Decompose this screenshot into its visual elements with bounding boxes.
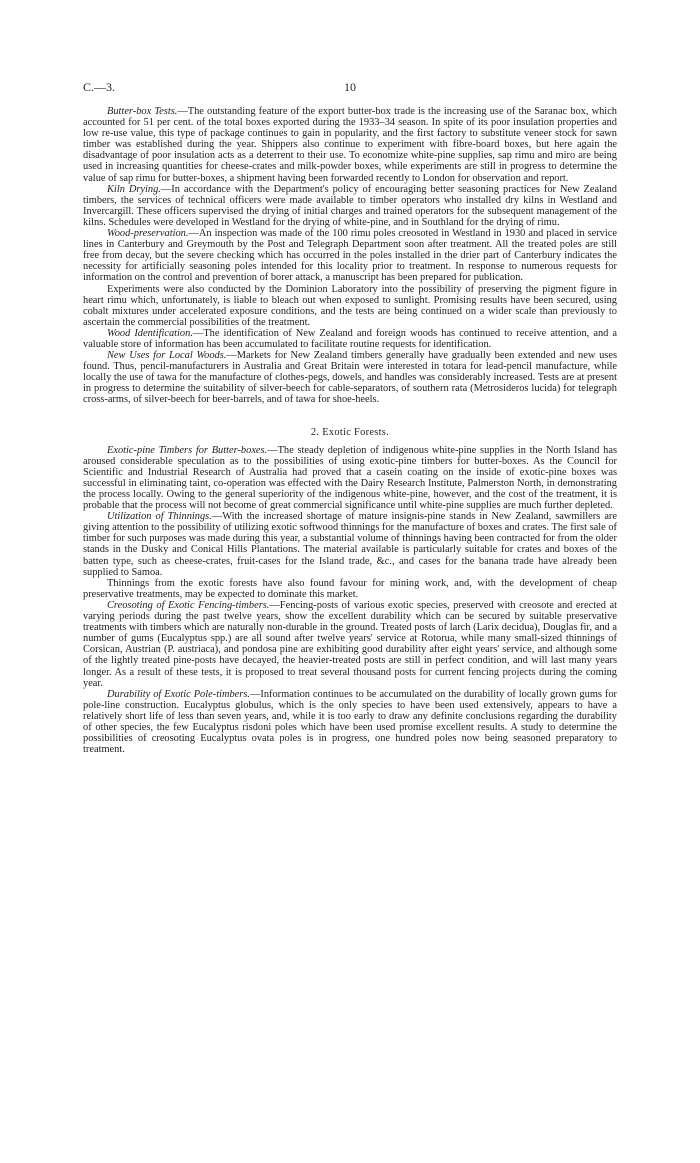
paragraph	[83, 106, 617, 184]
page-header	[83, 80, 617, 96]
paragraph	[83, 600, 617, 689]
paragraph	[83, 445, 617, 512]
paragraph-heading: Durability of Exotic Pole-timbers.	[107, 688, 250, 700]
paragraph-text: —In accordance with the Department's policy of encouraging better seasoning practices for New Zealand timbers, the services of technical officers were made available to timber operators who installed dry kilns in Westland and Invercargill. These officers supervised the drying of initial charges and trained operators for the subsequent management of the kilns. Schedules were developed in Westland for the drying of white-pine, and in Southland for the drying of rimu.	[83, 183, 617, 228]
paragraph	[83, 350, 617, 405]
paragraph-text: —Markets for New Zealand timbers generally have gradually been extended and new uses found. Thus, pencil-manufacturers in Australia and Great Britain were interested in totara for lead-pencil manufacture, while locally the use of tawa for the manufacture of clothes-pegs, dowels, and handles was considerably increased. Tests are at present in progress to determine the suitability of silver-beech for cable-separators, of southern rata (Metrosideros lucida) for telegraph cross-arms, of silver-beech for beer-barrels, and of tawa for shoe-heels.	[83, 350, 617, 406]
paragraph-heading: Utilization of Thinnings.	[107, 511, 212, 523]
page-number: 10	[344, 80, 356, 94]
paragraph-text: Experiments were also conducted by the Dominion Laboratory into the possibility of preserving the pigment figure in heart rimu which, unfortunately, is liable to bleach out when exposed to sunlight. Promising results have been secured, using cobalt mixtures under accelerated exposure conditions, and the tests are being continued on a wider scale than previously to ascertain the commercial possibilities of the treatment.	[83, 283, 617, 328]
document-reference: C.—3.	[83, 80, 116, 94]
section-title: 2. Exotic Forests.	[310, 426, 390, 438]
paragraph-heading: Creosoting of Exotic Fencing-timbers.	[107, 599, 270, 611]
paragraph-heading: New Uses for Local Woods.	[107, 350, 227, 362]
paragraph-text: —With the increased shortage of mature insignis-pine stands in New Zealand, sawmillers are giving attention to the possibility of utilizing exotic softwood thinnings for the manufacture of boxes and crates. The first sale of timber for such purposes was made during this year, a substantial volume of thinnings having been contracted for from the older stands in the Dusky and Conical Hills Plantations. The material available is particularly suitable for crates and boxes of the batten type, such as cheese-crates, fruit-cases for the Island trade, &c., and cases for the banana trade have already been supplied to Samoa.	[83, 511, 618, 578]
paragraph-text: —The identification of New Zealand and foreign woods has continued to receive attention, and a valuable store of information has been accumulated to facilitate routine requests for identification.	[83, 327, 618, 350]
paragraph	[83, 511, 617, 578]
section-2	[83, 445, 617, 756]
paragraph-text: —The steady depletion of indigenous white-pine supplies in the North Island has aroused considerable speculation as to the possibilities of using exotic-pine timbers for butter-boxes. As the Council for Scientific and Industrial Research of Australia had proved that a casein coating on the inside of exotic-pine boxes was successful in eliminating taint, co-operation was effected with the Dairy Research Institute, Palmerston North, in demonstrating the process locally. Owing to the general superiority of the indigenous white-pine, however, and the cost of the treatment, it is probable that the process will not become of great commercial significance until white-pine supplies are much further depleted.	[83, 444, 618, 512]
paragraph	[83, 184, 617, 228]
paragraph-text: —Information continues to be accumulated on the durability of locally grown gums for pole-line construction. Eucalyptus globulus, which is the only species to have been used extensively, appears to have a relatively short life of less than seven years, and, while it is too early to draw any definite conclusions regarding the durability of other species, the few Eucalyptus risdoni poles which have been used promise excellent results. A study to determine the possibilities of creosoting Eucalyptus ovata poles is in progress, one hundred poles now being seasoned preparatory to treatment.	[83, 688, 617, 756]
paragraph-heading: Wood-preservation.	[107, 228, 189, 240]
paragraph-text: —An inspection was made of the 100 rimu poles creosoted in Westland in 1930 and placed in service lines in Canterbury and Greymouth by the Post and Telegraph Department soon after treatment. All the treated poles are still free from decay, but the severe checking which has occurred in the poles installed in the drier part of Canterbury indicates the necessity for artificially seasoning poles intended for this locality prior to treatment. In response to numerous requests for information on the control and prevention of borer attack, a manuscript has been prepared for publication.	[83, 228, 617, 284]
paragraph	[83, 228, 617, 283]
paragraph	[83, 689, 617, 756]
body-text	[83, 106, 617, 755]
paragraph-text: —Fencing-posts of various exotic species, preserved with creosote and erected at varying periods during the past twelve years, show the excellent durability which can be secured by suitable preservative treatments with timbers which are naturally non-durable in the ground. Treated posts of larch (Larix decidua), Douglas fir, and a number of gums (Eucalyptus spp.) are all sound after twelve years' service at Rotorua, while many small-sized thinnings of Corsican, Austrian (P. austriaca), and pondosa pine are exhibiting good durability after eight years' service, and although some of the lightly treated pine-posts have decayed, the heavier-treated posts are still in perfect condition, and will last many years longer. As a result of these tests, it is proposed to treat several thousand posts for current fencing projects during the coming year.	[83, 599, 617, 689]
paragraph-text: —The outstanding feature of the export butter-box trade is the increasing use of the Saranac box, which accounted for 51 per cent. of the total boxes exported during the 1933–34 season. In spite of its poor insulation properties and low re-use value, this type of package continues to gain in popularity, and the first factory to substitute veneer stock for sawn timber was established during the year. Shippers also continue to experiment with fibre-board boxes, but here again the disadvantage of poor insulation acts as a deterrent to their use. To economize white-pine supplies, sap rimu and miro are being used in increasing quantities for cheese-crates and milk-powder boxes, while experiments are still in progress to determine the value of sap rimu for butter-boxes, a shipment having been forwarded recently to London for observation and report.	[83, 106, 617, 184]
paragraph	[83, 328, 617, 350]
paragraph-heading: Butter-box Tests.	[107, 106, 178, 117]
paragraph-text: Thinnings from the exotic forests have also found favour for mining work, and, with the development of cheap preservative treatments, may be expected to dominate this market.	[83, 577, 617, 600]
paragraph	[83, 284, 617, 328]
paragraph	[83, 578, 617, 600]
section-1	[83, 106, 617, 406]
paragraph-heading: Exotic-pine Timbers for Butter-boxes.	[107, 444, 268, 456]
paragraph-heading: Kiln Drying.	[107, 183, 161, 195]
paragraph-heading: Wood Identification.	[107, 327, 193, 339]
